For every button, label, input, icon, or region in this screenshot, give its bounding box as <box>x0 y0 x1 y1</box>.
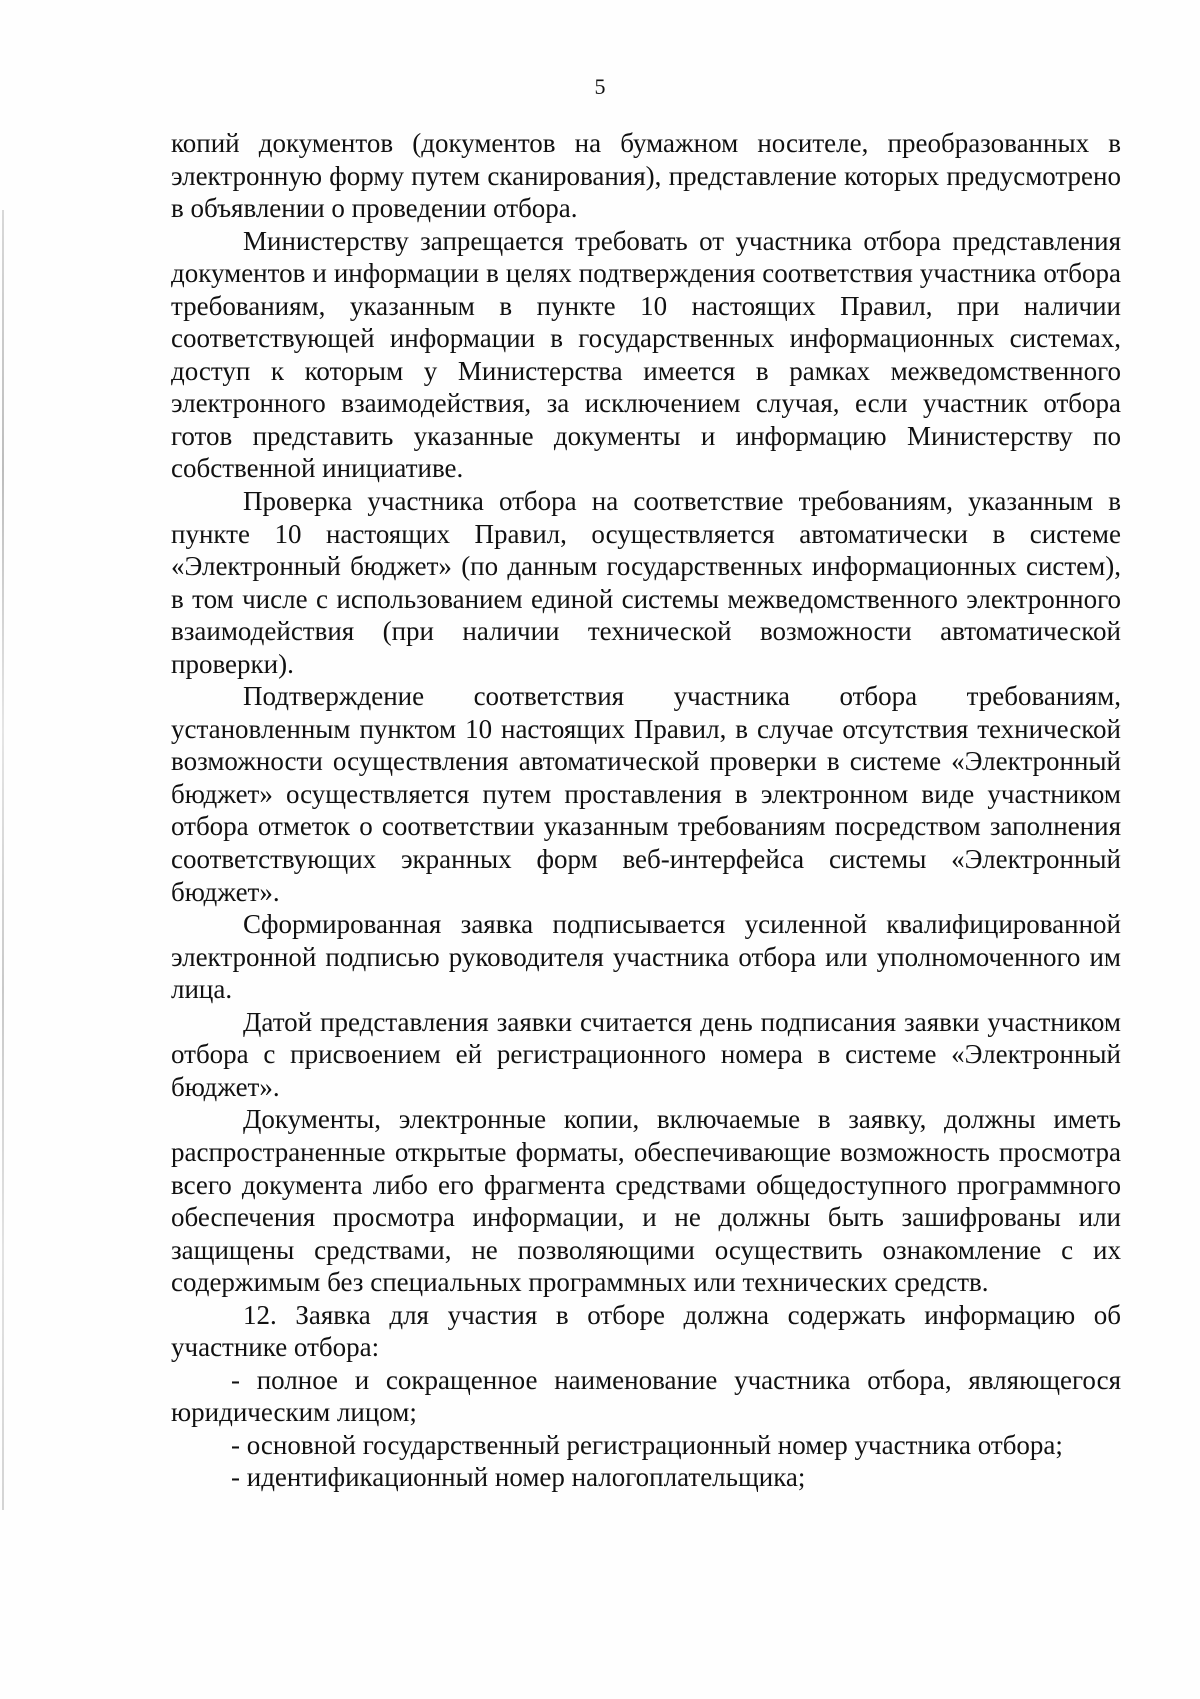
list-item-ogrn: - основной государственный регистрационный номер участника отбора; <box>231 1429 1063 1460</box>
list-item-inn: - идентификационный номер налогоплательщика; <box>231 1462 806 1493</box>
paragraph-submission-date: Датой представления заявки считается день подписания заявки участником отбора с присвоением ей регистрационного номера в системе «Электронный бюджет». <box>171 1006 1121 1102</box>
paragraph-document-formats: Документы, электронные копии, включаемые в заявку, должны иметь распространенные открытые форматы, обеспечивающие возможность просмотра всего документа либо его фрагмента средствами общедоступного программного обеспечения просмотра информации, и не должны быть зашифрованы или защищены средствами, не позволяющими осуществить ознакомление с их содержимым без специальных программных или технических средств. <box>171 1104 1121 1298</box>
paragraph-item-12: 12. Заявка для участия в отборе должна содержать информацию об участнике отбора: <box>171 1299 1121 1363</box>
document-body <box>171 127 1121 1494</box>
paragraph-compliance-confirmation: Подтверждение соответствия участника отбора требованиям, установленным пунктом 10 настоящих Правил, в случае отсутствия технической возможности осуществления автоматической проверки в системе «Электронный бюджет» осуществляется путем проставления в электронном виде участником отбора отметок о соответствии указанным требованиям посредством заполнения соответствующих экранных форм веб-интерфейса системы «Электронный бюджет». <box>171 681 1121 907</box>
list-item-full-name: - полное и сокращенное наименование участника отбора, являющегося юридическим лицом; <box>171 1364 1121 1428</box>
scan-edge-shadow <box>2 210 4 1510</box>
paragraph-automatic-check: Проверка участника отбора на соответствие требованиям, указанным в пункте 10 настоящих Правил, осуществляется автоматически в системе «Электронный бюджет» (по данным государственных информационных систем), в том числе с использованием единой системы межведомственного электронного взаимодействия (при наличии технической возможности автоматической проверки). <box>171 486 1121 679</box>
page-number: 5 <box>594 74 606 99</box>
paragraph-ministry-prohibition: Министерству запрещается требовать от участника отбора представления документов и информации в целях подтверждения соответствия участника отбора требованиям, указанным в пункте 10 настоящих Правил, при наличии соответствующей информации в государственных информационных системах, доступ к которым у Министерства имеется в рамках межведомственного электронного взаимодействия, за исключением случая, если участник отбора готов представить указанные документы и информацию Министерству по собственной инициативе. <box>171 225 1121 484</box>
paragraph-copies-continuation: копий документов (документов на бумажном носителе, преобразованных в электронную форму путем сканирования), представление которых предусмотрено в объявлении о проведении отбора. <box>171 128 1121 224</box>
paragraph-signature: Сформированная заявка подписывается усиленной квалифицированной электронной подписью руководителя участника отбора или уполномоченного им лица. <box>171 909 1121 1005</box>
